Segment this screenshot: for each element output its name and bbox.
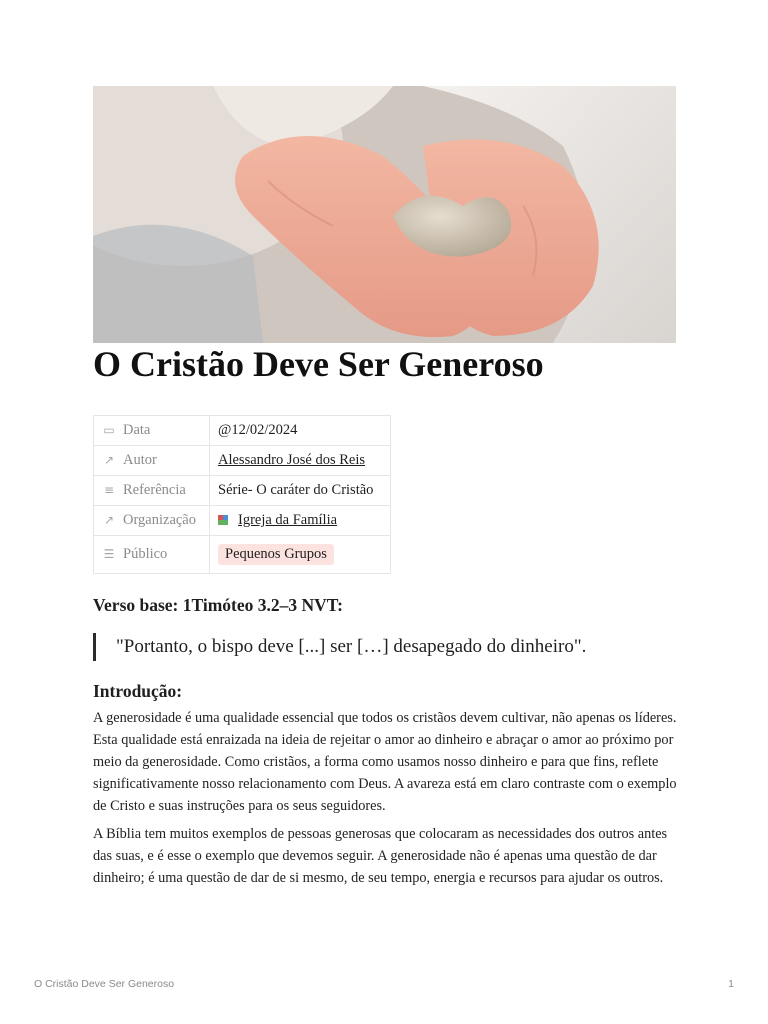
property-value-publico bbox=[210, 536, 391, 574]
organization-link[interactable]: Igreja da Família bbox=[238, 512, 338, 528]
page-title: O Cristão Deve Ser Generoso bbox=[93, 344, 544, 384]
properties-table bbox=[93, 415, 391, 574]
property-row-organizacao bbox=[94, 506, 391, 536]
text-lines-icon: ≡ bbox=[103, 483, 115, 497]
intro-paragraph-1: A generosidade é uma qualidade essencial que todos os cristãos devem cultivar, não apenas os líderes. Esta qualidade está enraizada na ideia de rejeitar o amor ao dinheiro e abraçar o amor ao próximo por meio da generosidade. Como cristãos, a forma como usamos nosso dinheiro e para que fins, reflete significativamente nosso relacionamento com Deus. A avareza está em claro contraste com o exemplo de Cristo e suas instruções para os seus seguidores. bbox=[93, 710, 677, 814]
footer-title: O Cristão Deve Ser Generoso bbox=[34, 978, 175, 990]
property-value-autor bbox=[210, 446, 391, 476]
property-value-organizacao bbox=[210, 506, 391, 536]
property-label-autor: ↗ Autor bbox=[94, 446, 210, 476]
footer-page-number: 1 bbox=[728, 978, 734, 990]
property-row-publico bbox=[94, 536, 391, 574]
property-row-autor bbox=[94, 446, 391, 476]
property-row-data bbox=[94, 416, 391, 446]
intro-heading: Introdução: bbox=[93, 681, 183, 701]
arrow-up-right-icon: ↗ bbox=[103, 453, 115, 467]
property-value-referencia[interactable]: Série- O caráter do Cristão bbox=[210, 476, 391, 506]
intro-paragraph-2: A Bíblia tem muitos exemplos de pessoas generosas que colocaram as necessidades dos outros antes das suas, e é esse o exemplo que devemos seguir. A generosidade não é apenas uma questão de dar dinheiro; é uma questão de dar de si mesmo, de seu tempo, energia e recursos para ajudar os outros. bbox=[93, 826, 668, 886]
list-icon: ☰ bbox=[103, 547, 115, 561]
cover-image bbox=[93, 86, 676, 343]
verse-quote: "Portanto, o bispo deve [...] ser […] desapegado do dinheiro". bbox=[93, 633, 586, 661]
property-label-data: ▭ Data bbox=[94, 416, 210, 446]
property-label-organizacao: ↗ Organização bbox=[94, 506, 210, 536]
audience-tag[interactable]: Pequenos Grupos bbox=[218, 544, 334, 565]
property-label-publico: ☰ Público bbox=[94, 536, 210, 574]
arrow-up-right-icon: ↗ bbox=[103, 513, 115, 527]
property-row-referencia bbox=[94, 476, 391, 506]
property-label-referencia: ≡ Referência bbox=[94, 476, 210, 506]
author-link[interactable]: Alessandro José dos Reis bbox=[218, 452, 366, 468]
organization-icon bbox=[218, 515, 228, 525]
calendar-icon: ▭ bbox=[103, 423, 115, 437]
property-value-data[interactable]: @12/02/2024 bbox=[210, 416, 391, 446]
verse-heading: Verso base: 1Timóteo 3.2–3 NVT: bbox=[93, 595, 344, 615]
